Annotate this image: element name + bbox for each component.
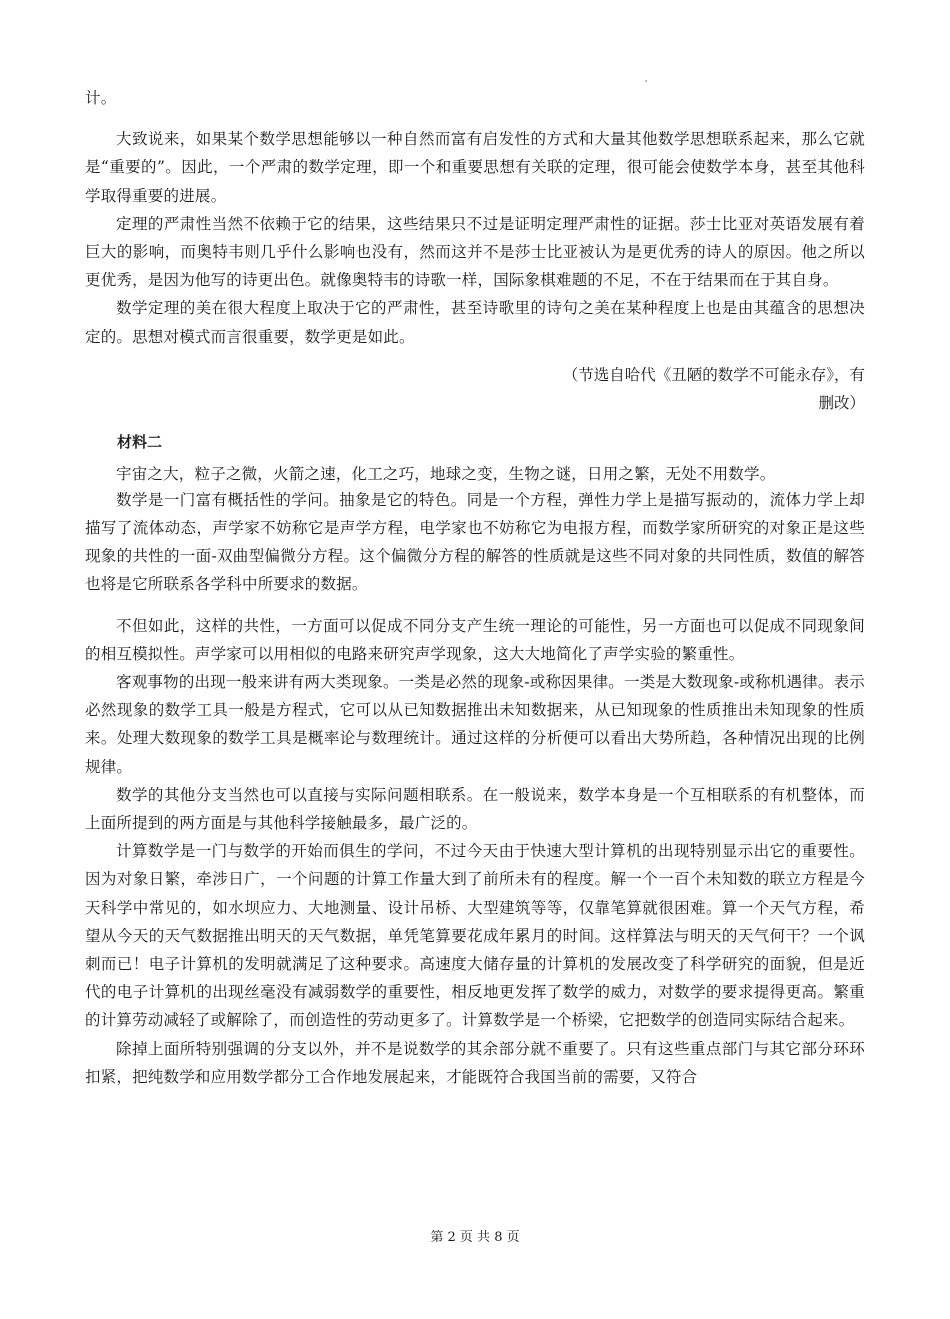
paragraph: 宇宙之大，粒子之微，火箭之速，化工之巧，地球之变，生物之谜，日用之繁，无处不用数学。: [116, 464, 776, 483]
section-heading: 材料二: [117, 432, 163, 451]
source-line: （节选自哈代《丑陋的数学不可能永存》，有: [562, 365, 865, 384]
paragraph: 数学是一门富有概括性的学问。抽象是它的特色。同是一个方程，弹性力学上是描写振动的，流体力学上却描写了流体动态，声学家不妨称它是声学方程，电学家也不妨称它为电报方程，而数学家所研究的对象正是这些现象的共性的一面-双曲型偏微分方程。这个偏微分方程的解答的性质就是这些不同对象的共同性质，数值的解答也将是它所联系各学科中所要求的数据。: [85, 490, 865, 594]
paragraph: 不但如此，这样的共性，一方面可以促成不同分支产生统一理论的可能性，另一方面也可以促成不同现象间的相互模拟性。声学家可以用相似的电路来研究声学现象，这大大地简化了声学实验的繁重性。: [85, 616, 865, 663]
page-number: 第 2 页 共 8 页: [430, 1230, 520, 1245]
paragraph: 定理的严肃性当然不依赖于它的结果，这些结果只不过是证明定理严肃性的证据。莎士比亚对英语发展有着巨大的影响，而奥特韦则几乎什么影响也没有，然而这并不是莎士比亚被认为是更优秀的诗人的原因。他之所以更优秀，是因为他写的诗更出色。就像奥特韦的诗歌一样，国际象棋难题的不足，不在于结果而在于其自身。: [85, 214, 865, 290]
paragraph: 大致说来，如果某个数学思想能够以一种自然而富有启发性的方式和大量其他数学思想联系起来，那么它就是“重要的”。因此，一个严肃的数学定理，即一个和重要思想有关联的定理，很可能会使数学本身，甚至其他科学取得重要的进展。: [85, 130, 865, 205]
paragraph: 计算数学是一门与数学的开始而俱生的学问，不过今天由于快速大型计算机的出现特别显示出它的重要性。因为对象日繁，牵涉日广，一个问题的计算工作量大到了前所未有的程度。解一个一百个未知数的联立方程是今天科学中常见的，如水坝应力、大地测量、设计吊桥、大型建筑等等，仅靠笔算就很困难。算一个天气方程，希望从今天的天气数据推出明天的天气数据，单凭笔算要花成年累月的时间。这样算法与明天的天气何干？一个讽刺而已！电子计算机的发明就满足了这种要求。高速度大储存量的计算机的发展改变了科学研究的面貌，但是近代的电子计算机的出现丝毫没有减弱数学的重要性，相反地更发挥了数学的威力，对数学的要求提得更高。繁重的计算劳动减轻了或解除了，而创造性的劳动更多了。计算数学是一个桥梁，它把数学的创造同实际结合起来。: [85, 842, 865, 1030]
spacer: [85, 599, 865, 612]
scan-dot: [645, 80, 647, 82]
paragraph: 数学的其他分支当然也可以直接与实际问题相联系。在一般说来，数学本身是一个互相联系的有机整体，而上面所提到的两方面是与其他科学接触最多，最广泛的。: [85, 785, 865, 833]
paragraph: 除掉上面所特别强调的分支以外，并不是说数学的其余部分就不重要了。只有这些重点部门与其它部分环环扣紧，把纯数学和应用数学都分工合作地发展起来，才能既符合我国当前的需要，又符合: [85, 1039, 865, 1086]
paragraph: 数学定理的美在很大程度上取决于它的严肃性，甚至诗歌里的诗句之美在某种程度上也是由其蕴含的思想决定的。思想对模式而言很重要，数学更是如此。: [85, 299, 865, 346]
continued-text: 计。: [85, 89, 117, 107]
paragraph: 客观事物的出现一般来讲有两大类现象。一类是必然的现象-或称因果律。一类是大数现象-或称机遇律。表示必然现象的数学工具一般是方程式，它可以从已知数据推出未知数据来，从已知现象的性质推出未知现象的性质来。处理大数现象的数学工具是概率论与数理统计。通过这样的分析便可以看出大势所趋，各种情况出现的比例规律。: [85, 673, 865, 776]
source-citation: [85, 361, 865, 417]
spacer: [85, 112, 865, 125]
source-line: 删改）: [818, 393, 865, 412]
document-body: [85, 84, 865, 1091]
